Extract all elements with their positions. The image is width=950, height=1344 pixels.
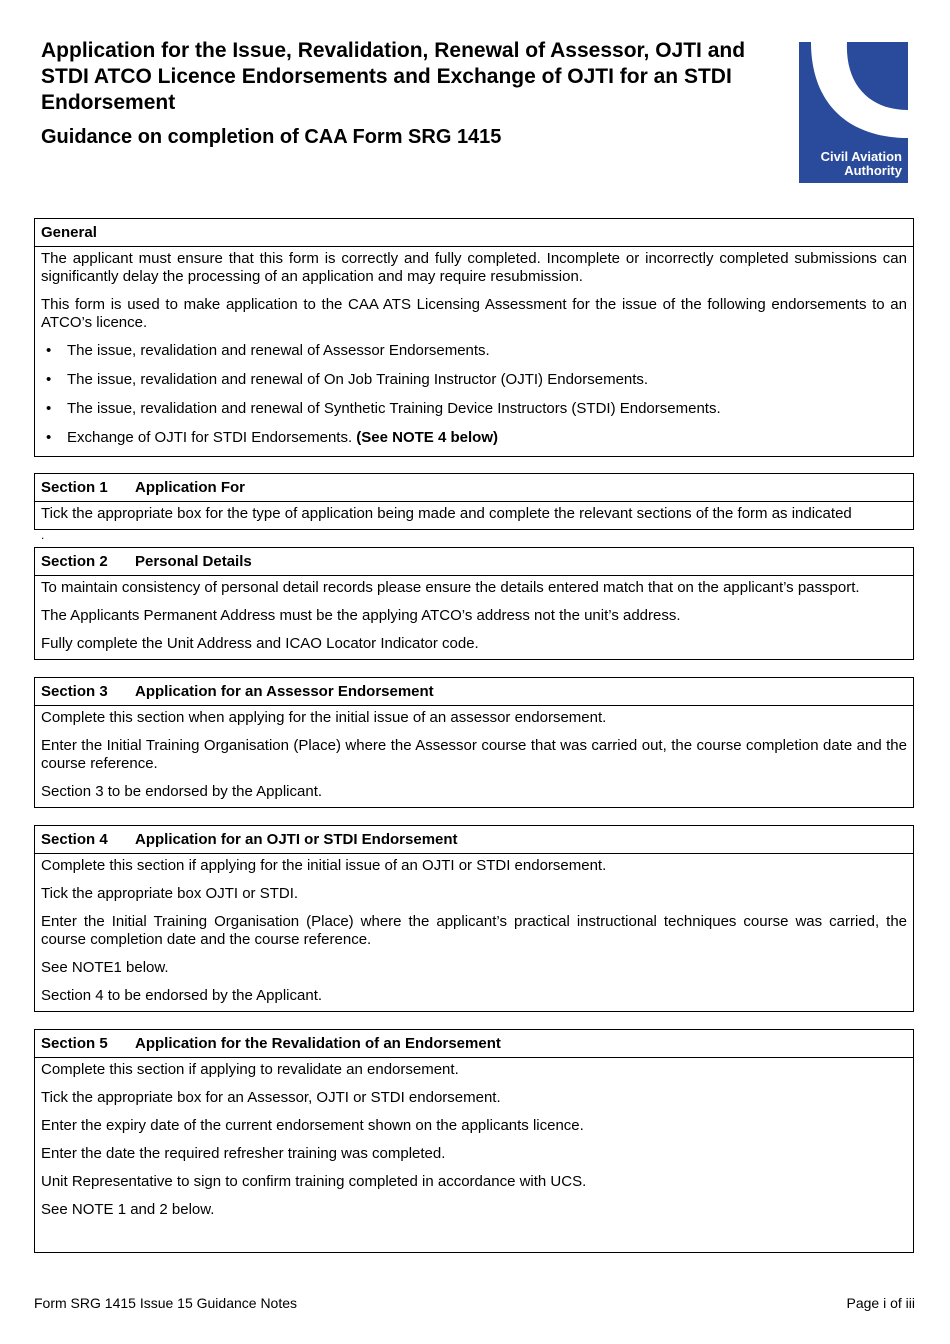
section-line: See NOTE1 below. [41,959,169,976]
general-paragraph-2: This form is used to make application to the CAA ATS Licensing Assessment for the issue of the following endorsements to an ATCO’s licence. [41,296,907,331]
section-1-box [34,473,914,530]
section-2-body [35,576,913,657]
list-item: • The issue, revalidation and renewal of Synthetic Training Device Instructors (STDI) Endorsements. [41,400,907,418]
list-item [41,429,907,447]
section-line: Enter the expiry date of the current endorsement shown on the applicants licence. [41,1117,584,1134]
section-3-box [34,677,914,808]
section-number: Section 1 [41,479,108,496]
general-box [34,218,914,457]
document-title: Application for the Issue, Revalidation, Renewal of Assessor, OJTI and STDI ATCO Licence Endorsements and Exchange of OJTI for an STDI Endorsement [41,39,746,114]
document-header [41,38,781,150]
document-subtitle: Guidance on completion of CAA Form SRG 1415 [41,126,502,148]
section-line: See NOTE 1 and 2 below. [41,1201,215,1218]
caa-logo-line-1: Civil Aviation [820,149,902,164]
section-5-body [35,1058,913,1223]
section-line: Enter the date the required refresher training was completed. [41,1145,446,1162]
section-line: Complete this section if applying to revalidate an endorsement. [41,1061,459,1078]
section-2-box [34,547,914,660]
section-title: Application For [135,479,245,496]
section-line: To maintain consistency of personal detail records please ensure the details entered match that on the applicant’s passport. [41,579,860,596]
section-number: Section 4 [41,831,108,848]
section-5-heading [35,1030,913,1058]
caa-logo-line-2: Authority [844,163,902,178]
list-item-text: Exchange of OJTI for STDI Endorsements. [67,429,353,446]
section-line: Complete this section if applying for the initial issue of an OJTI or STDI endorsement. [41,857,607,874]
caa-logo [799,42,908,183]
footer-page-number: Page i of iii [846,1295,915,1311]
section-line: Tick the appropriate box OJTI or STDI. [41,885,299,902]
general-heading: General [35,219,913,247]
general-body [35,247,913,451]
list-item: • The issue, revalidation and renewal of On Job Training Instructor (OJTI) Endorsements. [41,371,907,389]
list-item: • The issue, revalidation and renewal of Assessor Endorsements. [41,342,907,360]
section-5-box [34,1029,914,1253]
note-4-reference: (See NOTE 4 below) [356,429,498,446]
section-title: Application for an Assessor Endorsement [135,683,434,700]
footer-form-reference: Form SRG 1415 Issue 15 Guidance Notes [34,1295,298,1311]
section-line: Complete this section when applying for the initial issue of an assessor endorsement. [41,709,607,726]
section-line: The Applicants Permanent Address must be the applying ATCO’s address not the unit’s address. [41,607,681,624]
section-title: Application for an OJTI or STDI Endorsement [135,831,458,848]
section-3-body [35,706,913,805]
section-4-body [35,854,913,1009]
section-line: Enter the Initial Training Organisation (Place) where the applicant’s practical instructional techniques course was carried, the course completion date and the course reference. [41,913,907,948]
section-number: Section 3 [41,683,108,700]
section-1-heading [35,474,913,502]
section-1-body [35,502,913,527]
section-line: Section 4 to be endorsed by the Applicant. [41,987,323,1004]
section-line: Fully complete the Unit Address and ICAO Locator Indicator code. [41,635,479,652]
endorsement-list [41,342,907,447]
section-4-heading [35,826,913,854]
caa-logo-text [821,150,902,178]
section-line: Tick the appropriate box for the type of application being made and complete the relevant sections of the form as indicated [41,505,852,522]
section-line: Unit Representative to sign to confirm training completed in accordance with UCS. [41,1173,587,1190]
stray-dot: . [41,528,45,542]
section-title: Personal Details [135,553,252,570]
section-3-heading [35,678,913,706]
section-line: Section 3 to be endorsed by the Applicant. [41,783,323,800]
section-number: Section 5 [41,1035,108,1052]
section-number: Section 2 [41,553,108,570]
general-paragraph-1: The applicant must ensure that this form is correctly and fully completed. Incomplete or incorrectly completed submissions can significantly delay the processing of an application and may require resubmission. [41,250,907,285]
section-4-box [34,825,914,1012]
section-2-heading [35,548,913,576]
section-line: Tick the appropriate box for an Assessor, OJTI or STDI endorsement. [41,1089,501,1106]
section-title: Application for the Revalidation of an Endorsement [135,1035,501,1052]
section-line: Enter the Initial Training Organisation (Place) where the Assessor course that was carried out, the course completion date and the course reference. [41,737,907,772]
